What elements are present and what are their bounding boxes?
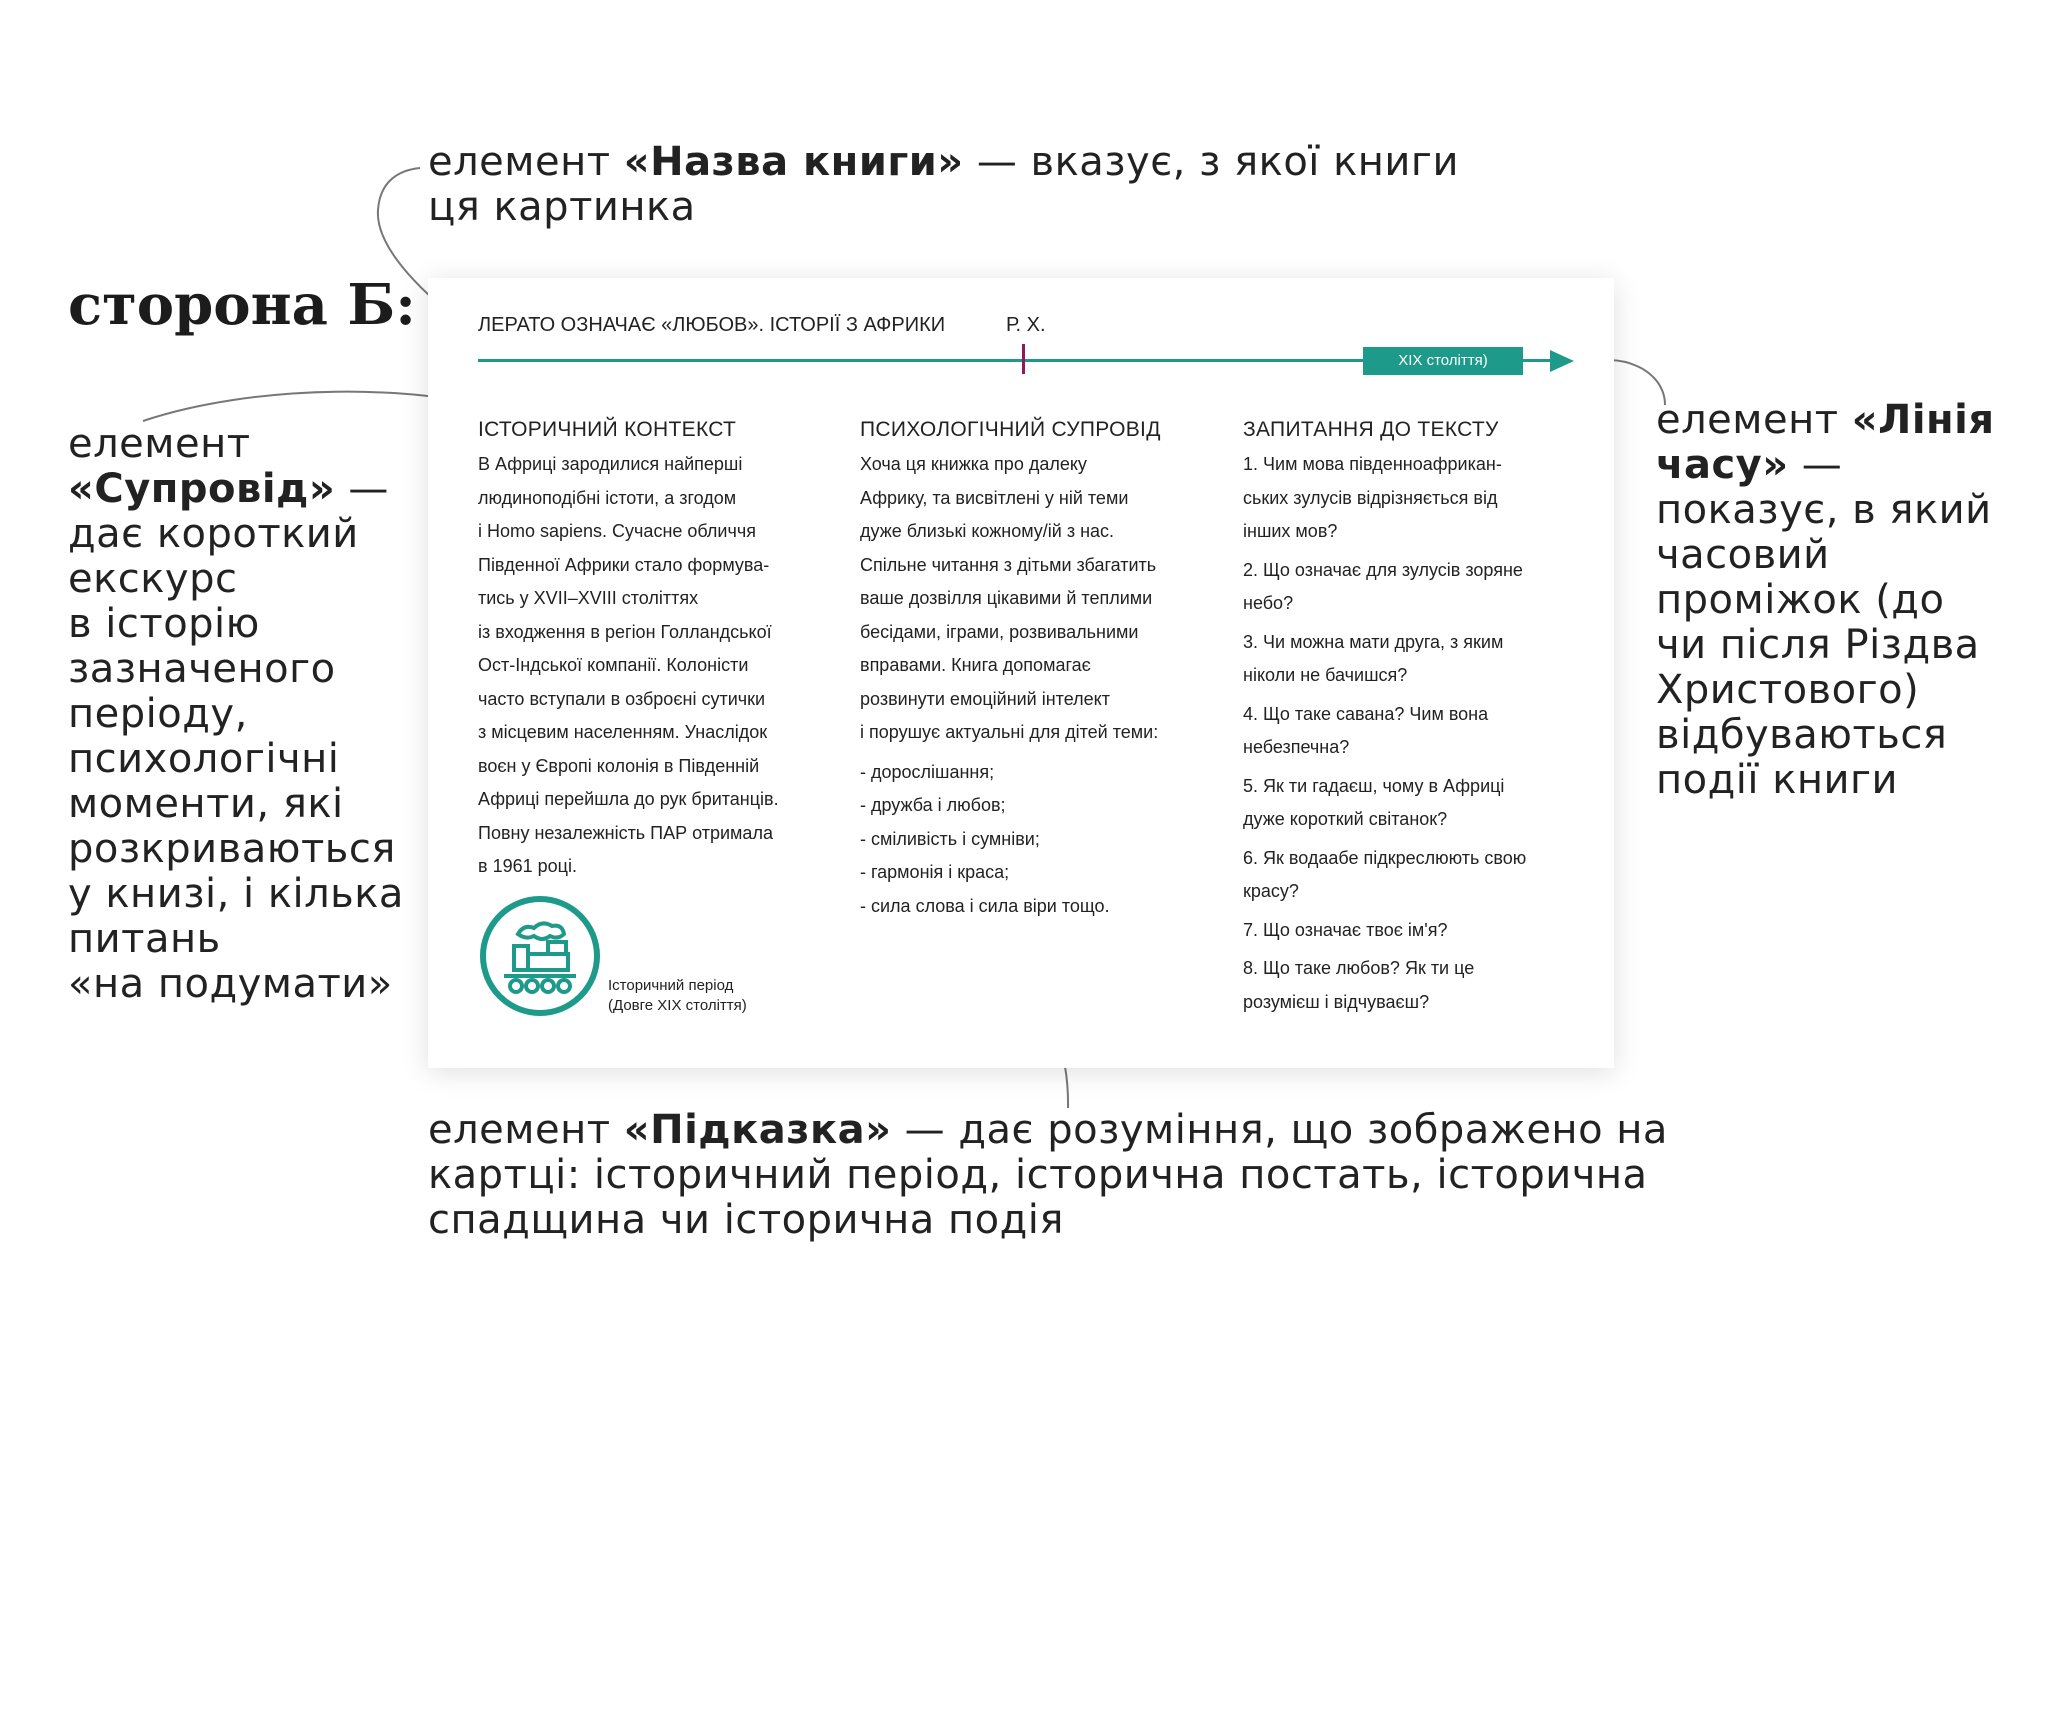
psychological-heading: ПСИХОЛОГІЧНИЙ СУПРОВІД (860, 418, 1161, 441)
list-item: 5. Як ти гадаєш, чому в Африці дуже короткий світанок? (1243, 775, 1505, 829)
questions-list (1243, 448, 1573, 1019)
historical-heading: ІСТОРИЧНИЙ КОНТЕКСТ (478, 418, 737, 441)
train-icon (478, 894, 602, 1018)
card-side-b (428, 278, 1614, 1068)
timeline-arrow-icon (1550, 350, 1574, 372)
annotation-book-name: елемент «Назва книги» — вказує, з якої книги ця картинка (428, 139, 1459, 230)
annotation-hint: елемент «Підказка» — дає розуміння, що зображено на картці: історичний період, історична постать, історична спадщина чи історична подія (428, 1107, 1668, 1243)
timeline-rx-tick (1022, 344, 1025, 374)
historical-context (478, 418, 808, 884)
timeline-badge: ХІХ століття) (1363, 347, 1523, 375)
side-b-heading: сторона Б: (68, 272, 416, 338)
list-item: 4. Що таке савана? Чим вона небезпечна? (1243, 703, 1489, 757)
list-item: 7. Що означає твоє ім'я? (1243, 919, 1448, 940)
list-item: - сміливість і сумніви; (860, 828, 1040, 849)
hint-caption: Історичний період (Довге ХІХ століття) (608, 977, 747, 1014)
annotation-support: елемент «Супровід» — дає короткий екскурс в історію зазначеного періоду, психологічні моменти, які розкриваються у книзі, і кілька питань «на подумати» (68, 421, 404, 1007)
historical-text: В Африці зародилися найперші людиноподібні істоти, а згодом і Homo sapiens. Сучасне обличчя Південної Африки стало формува- тись у XVII–XVIII століттях із входження в регіон Голландської Ост-Індської компанії. Колоністи часто вступали в озброєні сутички з місцевим населенням. Унаслідок воєн у Європі колонія в Південній Африці перейшла до рук британців. Повну незалежність ПАР отримала в 1961 році. (478, 454, 779, 876)
annotation-timeline: елемент «Лінія часу» — показує, в який часовий проміжок (до чи після Різдва Христового) відбуваються події книги (1656, 397, 1995, 803)
list-item: 6. Як водаабе підкреслюють свою красу? (1243, 847, 1527, 901)
timeline-rx-label: Р. Х. (1006, 314, 1046, 336)
questions-heading: ЗАПИТАННЯ ДО ТЕКСТУ (1243, 418, 1499, 441)
psychological-support (860, 418, 1190, 923)
list-item: - дружба і любов; (860, 795, 1006, 815)
topics-list (860, 756, 1190, 924)
list-item: 1. Чим мова південноафрикан- ських зулусів відрізняється від інших мов? (1243, 454, 1502, 541)
list-item: 2. Що означає для зулусів зоряне небо? (1243, 559, 1523, 613)
list-item: - дорослішання; (860, 761, 995, 782)
list-item: - сила слова і сила віри тощо. (860, 895, 1110, 916)
list-item: - гармонія і краса; (860, 862, 1010, 882)
list-item: 3. Чи можна мати друга, з яким ніколи не бачишся? (1243, 631, 1504, 685)
book-title: ЛЕРАТО ОЗНАЧАЄ «ЛЮБОВ». ІСТОРІЇ З АФРИКИ (478, 314, 946, 336)
psychological-text: Хоча ця книжка про далеку Африку, та висвітлені у ній теми дуже близькі кожному/ій з нас. Спільне читання з дітьми збагатить ваше дозвілля цікавими й теплими бесідами, іграми, розвивальними вправами. Книга допомагає розвинути емоційний інтелект і порушує актуальні для дітей теми: (860, 454, 1159, 742)
questions (1243, 418, 1573, 1024)
list-item: 8. Що таке любов? Як ти це розумієш і відчуваєш? (1243, 958, 1475, 1012)
